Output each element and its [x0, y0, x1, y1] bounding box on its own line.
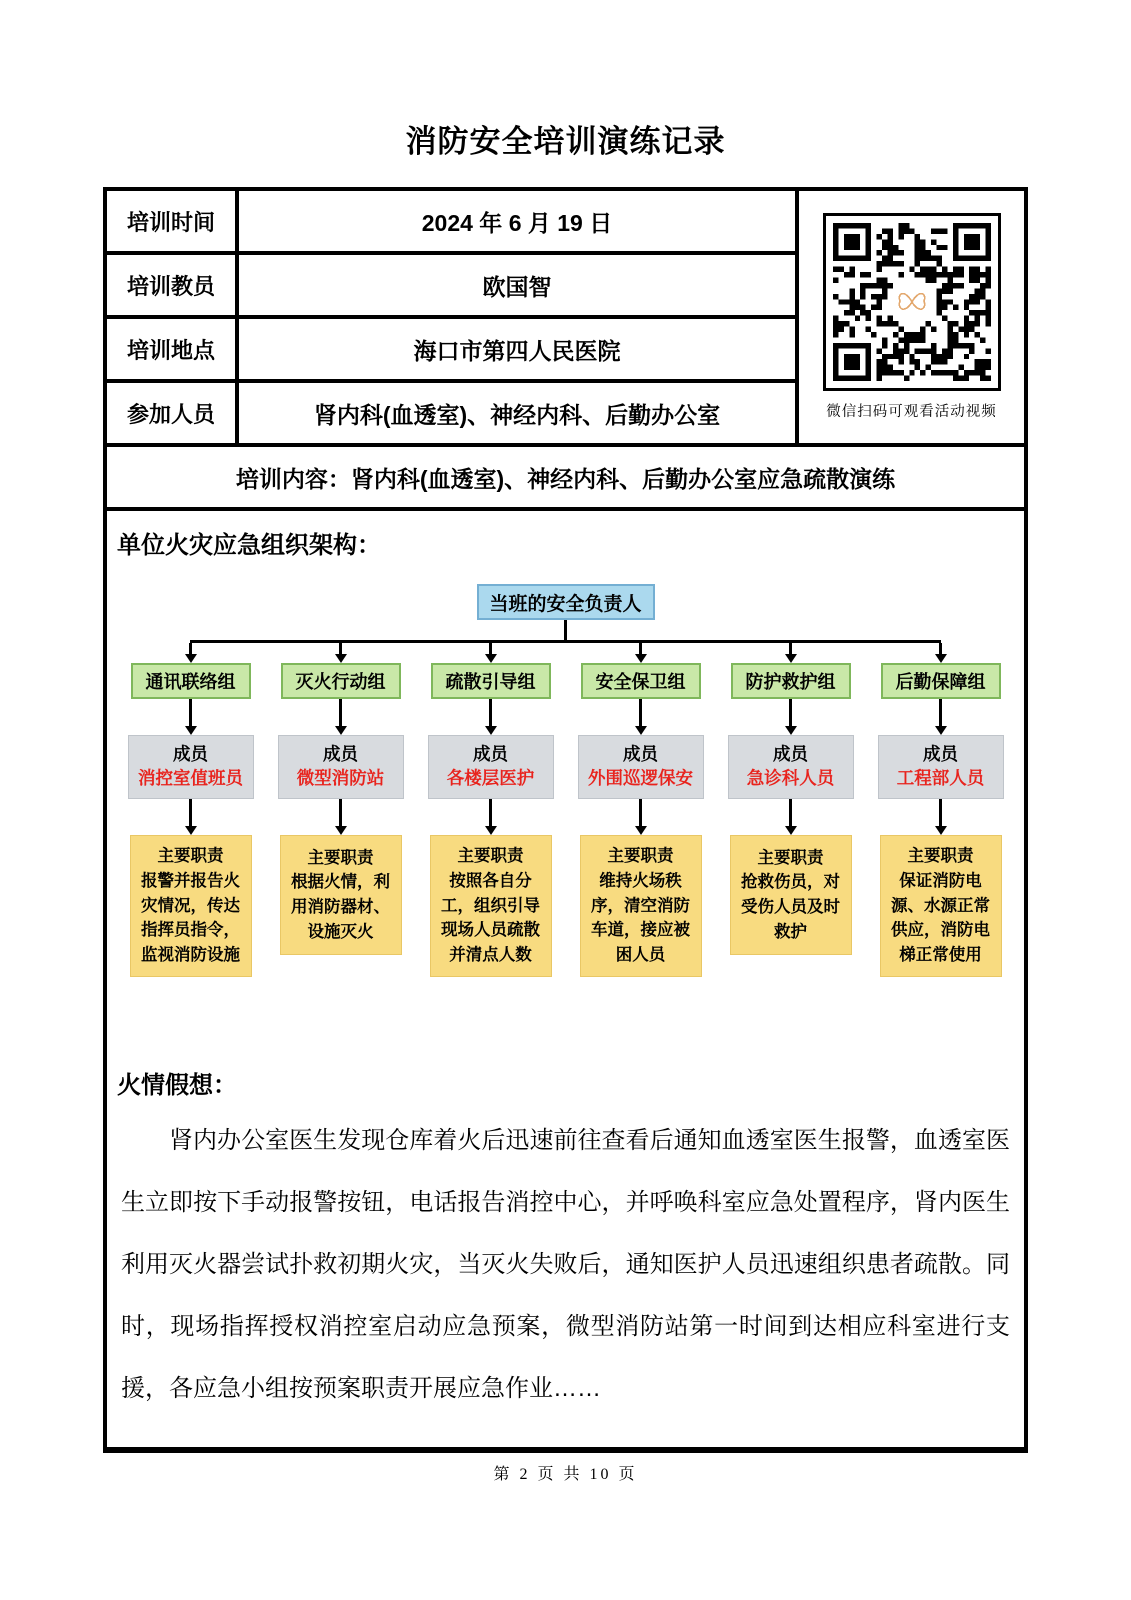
row-label: 培训时间: [105, 189, 237, 253]
duty-text: 按照各自分工，组织引导现场人员疏散并清点人数: [441, 871, 540, 964]
member-label: 成员: [773, 744, 808, 765]
member-label: 成员: [323, 744, 358, 765]
qr-code: [823, 213, 1001, 391]
duty-text: 保证消防电源、水源正常供应，消防电梯正常使用: [891, 871, 990, 964]
duty-box: [580, 835, 702, 977]
member-box: [428, 735, 554, 799]
scenario-paragraph: 肾内办公室医生发现仓库着火后迅速前往查看后通知血透室医生报警，血透室医生立即按下手动报警按钮，电话报告消控中心，并呼唤科室应急处置程序，肾内医生利用灭火器尝试扑救初期火灾，当灭火失败后，通知医护人员迅速组织患者疏散。同时，现场指挥授权消控室启动应急预案，微型消防站第一时间到达相应科室进行支援，各应急小组按预案职责开展应急作业……: [121, 1126, 1010, 1402]
org-root-box: 当班的安全负责人: [477, 584, 655, 620]
member-box: [128, 735, 254, 799]
duty-label: 主要职责: [307, 848, 374, 867]
arrow-down-icon: [639, 699, 642, 726]
duty-label: 主要职责: [457, 847, 524, 865]
member-box: [728, 735, 854, 799]
arrow-down-icon: [939, 699, 942, 726]
member-box: [878, 735, 1004, 799]
connector-line: [564, 620, 567, 640]
duty-text: 根据火情，利用消防器材、设施灭火: [291, 873, 390, 941]
member-name: 外围巡逻保安: [588, 768, 693, 788]
arrow-down-icon: [339, 799, 342, 826]
arrow-down-icon: [939, 799, 942, 826]
arrow-down-icon: [489, 643, 492, 654]
arrow-down-icon: [489, 699, 492, 726]
duty-box: [280, 835, 402, 955]
org-branch: [116, 643, 266, 977]
duty-text: 抢救伤员，对受伤人员及时救护: [741, 873, 840, 941]
arrow-down-icon: [339, 643, 342, 654]
arrow-down-icon: [939, 643, 942, 654]
document-page: [103, 0, 1028, 1484]
org-branch: [416, 643, 566, 977]
table-row: [105, 189, 1026, 253]
arrow-down-icon: [639, 799, 642, 826]
org-branch: [566, 643, 716, 977]
page-title: 消防安全培训演练记录: [405, 124, 726, 159]
duty-label: 主要职责: [907, 847, 974, 865]
org-branches: [116, 643, 1016, 977]
duty-text: 维持火场秩序，清空消防车道，接应被困人员: [591, 871, 690, 964]
qr-caption: 微信扫码可观看活动视频: [826, 404, 997, 420]
duty-box: [130, 835, 252, 977]
member-name: 消控室值班员: [138, 768, 243, 788]
duty-box: [730, 835, 852, 955]
member-box: [578, 735, 704, 799]
member-label: 成员: [623, 744, 658, 765]
org-branch: [866, 643, 1016, 977]
member-box: [278, 735, 404, 799]
row-value: 2024 年 6 月 19 日: [237, 189, 797, 253]
page-footer: 第 2 页 共 10 页: [493, 1466, 638, 1483]
info-table: [103, 187, 1028, 447]
arrow-down-icon: [189, 799, 192, 826]
org-branch: [266, 643, 416, 977]
row-label: 培训地点: [105, 317, 237, 381]
org-chart: [116, 584, 1016, 977]
arrow-down-icon: [639, 643, 642, 654]
duty-box: [880, 835, 1002, 977]
arrow-down-icon: [789, 643, 792, 654]
group-name-box: 灭火行动组: [281, 663, 401, 699]
row-value: 欧国智: [237, 253, 797, 317]
arrow-down-icon: [489, 799, 492, 826]
butterfly-logo-icon: [895, 287, 929, 317]
member-label: 成员: [923, 744, 958, 765]
group-name-box: 防护救护组: [731, 663, 851, 699]
group-name-box: 疏散引导组: [431, 663, 551, 699]
scenario-heading: 火情假想：: [117, 1071, 237, 1099]
group-name-box: 后勤保障组: [881, 663, 1001, 699]
member-label: 成员: [173, 744, 208, 765]
arrow-down-icon: [789, 699, 792, 726]
row-value: 海口市第四人民医院: [237, 317, 797, 381]
duty-label: 主要职责: [607, 847, 674, 865]
training-content-row: 培训内容：肾内科(血透室)、神经内科、后勤办公室应急疏散演练: [103, 443, 1028, 511]
org-branch: [716, 643, 866, 977]
arrow-down-icon: [189, 643, 192, 654]
member-name: 各楼层医护: [446, 768, 535, 788]
row-value: 肾内科(血透室)、神经内科、后勤办公室: [237, 381, 797, 445]
member-name: 微型消防站: [296, 768, 385, 788]
member-name: 工程部人员: [896, 768, 985, 788]
row-label: 培训教员: [105, 253, 237, 317]
duty-box: [430, 835, 552, 977]
group-name-box: 通讯联络组: [131, 663, 251, 699]
group-name-box: 安全保卫组: [581, 663, 701, 699]
main-content-box: [103, 507, 1028, 1453]
arrow-down-icon: [189, 699, 192, 726]
org-chart-heading: 单位火灾应急组织架构：: [117, 532, 381, 559]
duty-label: 主要职责: [757, 848, 824, 867]
member-label: 成员: [473, 744, 508, 765]
duty-label: 主要职责: [157, 847, 224, 865]
qr-cell: [797, 189, 1026, 445]
duty-text: 报警并报告火灾情况，传达指挥员指令，监视消防设施: [141, 871, 240, 964]
row-label: 参加人员: [105, 381, 237, 445]
member-name: 急诊科人员: [746, 768, 835, 788]
arrow-down-icon: [789, 799, 792, 826]
arrow-down-icon: [339, 699, 342, 726]
